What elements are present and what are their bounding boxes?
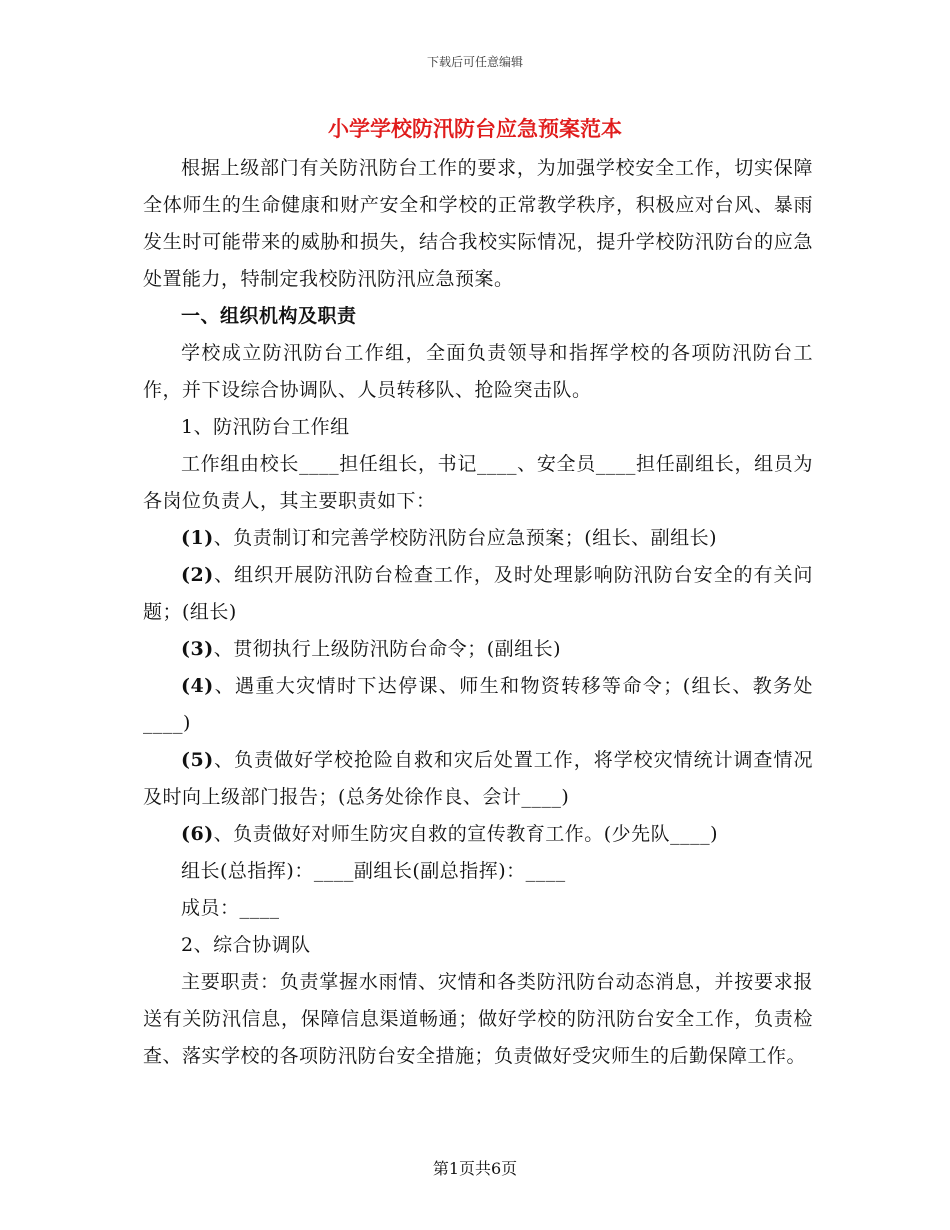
- members-line: 成员：____: [181, 897, 280, 919]
- duty-item-4-text: 、遇重大灾情时下达停课、师生和物资转移等命令；(组长、教务处____): [143, 675, 813, 734]
- document-body: [143, 150, 813, 1075]
- duty-item-5-number: (5): [181, 749, 214, 771]
- page-number-footer: 第1页共6页: [432, 1159, 518, 1178]
- duty-item-1-number: (1): [181, 527, 214, 549]
- org-paragraph: 学校成立防汛防台工作组，全面负责领导和指挥学校的各项防汛防台工作，并下设综合协调队、人员转移队、抢险突击队。: [143, 342, 813, 401]
- duty-item-6-number: (6): [181, 823, 214, 845]
- subheading-2: 2、综合协调队: [181, 934, 311, 956]
- duty-item-2: [143, 557, 813, 631]
- duty-item-6-text: 、负责做好对师生防灾自救的宣传教育工作。(少先队____): [213, 823, 719, 845]
- page-header-note: 下载后可任意编辑: [426, 55, 523, 69]
- duty-item-5-text: 、负责做好学校抢险自救和灾后处置工作，将学校灾情统计调查情况及时向上级部门报告；(总务处徐作良、会计____): [143, 749, 813, 808]
- duty-item-4: [143, 668, 813, 742]
- section-heading-1: 一、组织机构及职责: [181, 305, 357, 327]
- duty-item-2-text: 、组织开展防汛防台检查工作，及时处理影响防汛防台安全的有关问题；(组长): [143, 564, 813, 623]
- group-paragraph: 工作组由校长____担任组长，书记____、安全员____担任副组长，组员为各岗位负责人，其主要职责如下：: [143, 453, 813, 512]
- duty-item-1-text: 、负责制订和完善学校防汛防台应急预案；(组长、副组长): [213, 527, 718, 549]
- duty-item-3: [143, 631, 813, 668]
- intro-paragraph: 根据上级部门有关防汛防台工作的要求，为加强学校安全工作，切实保障全体师生的生命健康和财产安全和学校的正常教学秩序，积极应对台风、暴雨发生时可能带来的威胁和损失，结合我校实际情况，提升学校防汛防台的应急处置能力，特制定我校防汛防汛应急预案。: [143, 157, 813, 290]
- duty-item-2-number: (2): [181, 564, 214, 586]
- duty-item-1: [143, 520, 813, 557]
- leaders-line: 组长(总指挥)：____副组长(副总指挥)：____: [181, 860, 566, 882]
- subheading-1: 1、防汛防台工作组: [181, 416, 350, 438]
- duty2-paragraph: 主要职责：负责掌握水雨情、灾情和各类防汛防台动态消息，并按要求报送有关防汛信息，保障信息渠道畅通；做好学校的防汛防台安全工作，负责检查、落实学校的各项防汛防台安全措施；负责做好受灾师生的后勤保障工作。: [143, 971, 813, 1067]
- duty-item-3-text: 、贯彻执行上级防汛防台命令；(副组长): [213, 638, 562, 660]
- document-title: 小学学校防汛防台应急预案范本: [328, 116, 622, 141]
- duty-item-3-number: (3): [181, 638, 214, 660]
- duty-item-4-number: (4): [181, 675, 214, 697]
- duty-item-5: [143, 742, 813, 816]
- duty-item-6: [143, 816, 813, 853]
